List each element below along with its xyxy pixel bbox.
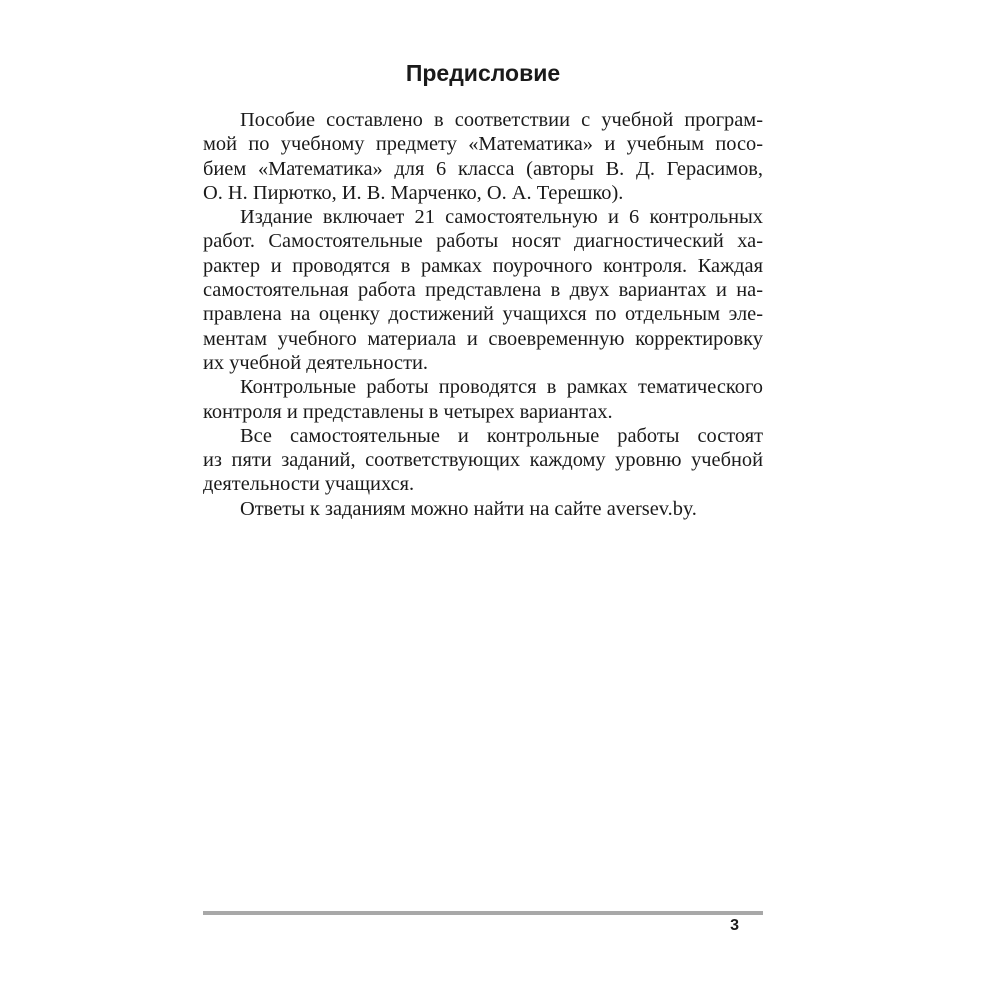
text-line: бием «Математика» для 6 класса (авторы В. Д. Герасимов, [203,157,763,180]
paragraph [203,205,763,375]
paragraph [203,497,763,521]
text-line: их учебной деятельности. [203,351,429,374]
text-line: Все самостоятельные и контрольные работы состоят [240,424,763,447]
paragraph [203,108,763,205]
text-line: работ. Самостоятельные работы носят диагностический ха- [203,230,763,253]
text-line: контроля и представлены в четырех вариантах. [203,400,613,423]
text-line: правлена на оценку достижений учащихся по отдельным эле- [203,303,763,326]
text-line: из пяти заданий, соответствующих каждому уровню учебной [203,449,763,472]
text-line: деятельности учащихся. [203,473,415,496]
text-line: О. Н. Пирютко, И. В. Марченко, О. А. Терешко). [203,181,624,204]
page-number: 3 [730,917,739,934]
text-line: Ответы к заданиям можно найти на сайте aversev.by. [240,497,697,520]
text-line: рактер и проводятся в рамках поурочного контроля. Каждая [203,254,763,277]
page-heading: Предисловие [405,60,561,86]
paragraph [203,424,763,497]
text-line: Издание включает 21 самостоятельную и 6 контрольных [240,206,763,229]
text-line: Контрольные работы проводятся в рамках тематического [240,376,763,399]
text-line: самостоятельная работа представлена в двух вариантах и на- [203,279,763,302]
preface-body [203,108,763,521]
text-line: Пособие составлено в соответствии с учебной програм- [240,109,763,131]
footer-rule [203,911,763,915]
text-line: ментам учебного материала и своевременную корректировку [203,327,763,350]
text-line: мой по учебному предмету «Математика» и учебным посо- [203,133,763,156]
paragraph [203,375,763,424]
